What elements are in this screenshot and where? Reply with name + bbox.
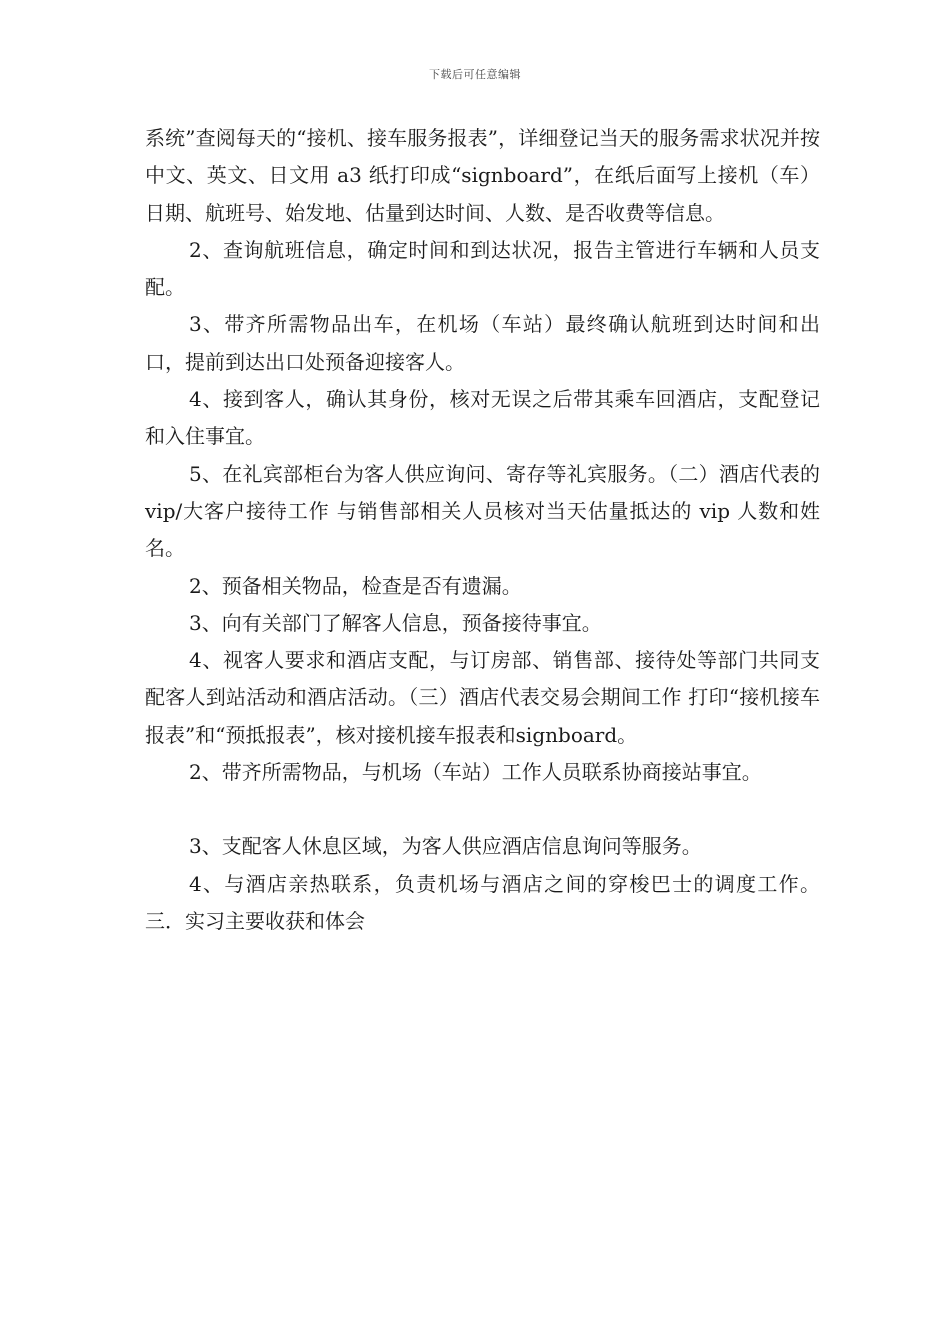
paragraph-10: 3、支配客人休息区域，为客人供应酒店信息询问等服务。 [189,834,702,859]
paragraph-2: 2、查询航班信息，确定时间和到达状况，报告主管进行车辆和人员支配。 [145,237,820,300]
document-body [145,120,820,940]
page-header: 下载后可任意编辑 [429,68,521,81]
paragraph-gap [145,791,820,828]
paragraph-8: 4、视客人要求和酒店支配，与订房部、销售部、接待处等部门共同支配客人到站活动和酒店活动。（三）酒店代表交易会期间工作 打印“接机接车报表”和“预抵报表”，核对接机接车报表和signboard。 [145,648,820,747]
paragraph-4: 4、接到客人，确认其身份，核对无误之后带其乘车回酒店，支配登记和入住事宜。 [145,387,820,449]
paragraph-3: 3、带齐所需物品出车，在机场（车站）最终确认航班到达时间和出口，提前到达出口处预备迎接客人。 [145,312,820,374]
paragraph-6: 2、预备相关物品，检查是否有遗漏。 [189,573,522,598]
paragraph-11: 4、与酒店亲热联系，负责机场与酒店之间的穿梭巴士的调度工作。 三．实习主要收获和体会 [145,871,820,933]
paragraph-1: 系统”查阅每天的“接机、接车服务报表”，详细登记当天的服务需求状况并按中文、英文、日文用 a3 纸打印成“signboard”，在纸后面写上接机（车）日期、航班号、始发地、估量到达时间、人数、是否收费等信息。 [145,126,820,225]
paragraph-9: 2、带齐所需物品，与机场（车站）工作人员联系协商接站事宜。 [189,760,762,785]
paragraph-5: 5、在礼宾部柜台为客人供应询问、寄存等礼宾服务。（二）酒店代表的 vip/大客户接待工作 与销售部相关人员核对当天估量抵达的 vip 人数和姓名。 [145,461,820,561]
paragraph-7: 3、向有关部门了解客人信息，预备接待事宜。 [189,610,602,635]
